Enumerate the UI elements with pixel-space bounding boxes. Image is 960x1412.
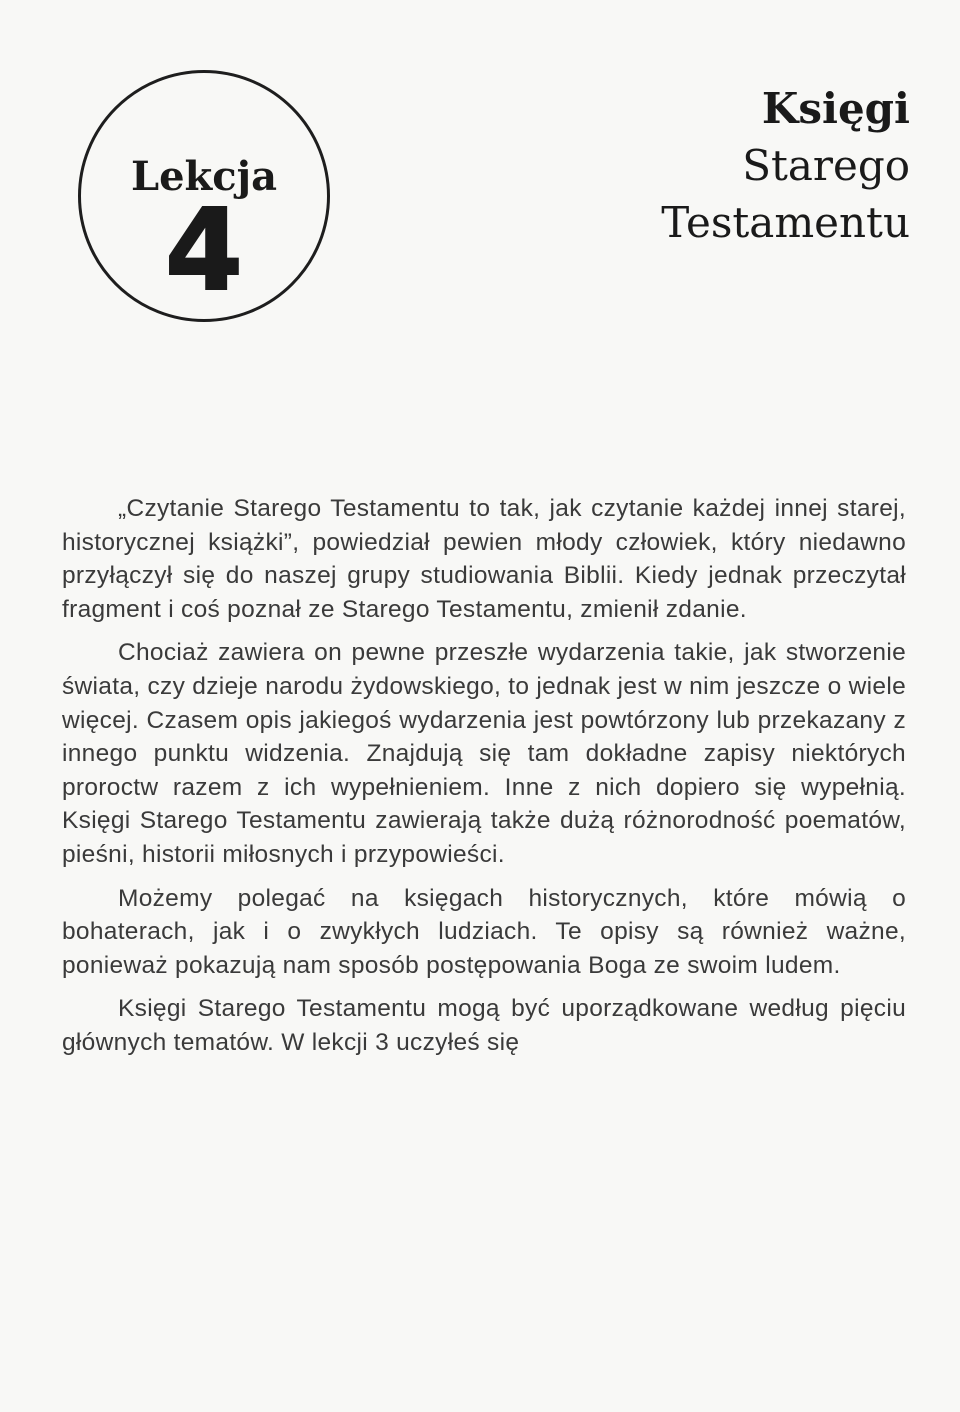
title-line-2: Starego [742, 141, 910, 191]
body-text [62, 492, 906, 1070]
title-line-1: Księgi [761, 84, 910, 133]
title-line-3: Testamentu [661, 198, 910, 248]
paragraph: „Czytanie Starego Testamentu to tak, jak czytanie każdej innej starej, historycznej książki”, powiedział pewien młody człowiek, który niedawno przyłączył się do naszej grupy studiowania Biblii. Kiedy jednak przeczytał fragment i coś poznał ze Starego Testamentu, zmienił zdanie. [62, 495, 906, 623]
lesson-number: 4 [165, 186, 243, 316]
paragraph: Chociaż zawiera on pewne przeszłe wydarzenia takie, jak stworzenie świata, czy dzieje narodu żydowskiego, to jednak jest w nim jeszcze o wiele więcej. Czasem opis jakiegoś wydarzenia jest powtórzony lub przekazany z innego punktu widzenia. Znajdują się tam dokładne zapisy niektórych proroctw razem z ich wypełnieniem. Inne z nich dopiero się wypełnią. Księgi Starego Testamentu zawierają także dużą różnorodność poematów, pieśni, historii miłosnych i przypowieści. [62, 639, 906, 868]
paragraph: Księgi Starego Testamentu mogą być uporządkowane według pięciu głównych tematów. W lekcji 3 uczyłeś się [62, 995, 906, 1056]
paragraph: Możemy polegać na księgach historycznych, które mówią o bohaterach, jak i o zwykłych ludziach. Te opisy są również ważne, ponieważ pokazują nam sposób postępowania Boga ze swoim ludem. [62, 884, 906, 979]
lesson-label: Lekcja [130, 153, 278, 200]
lesson-badge [78, 70, 330, 322]
chapter-title [661, 80, 910, 251]
